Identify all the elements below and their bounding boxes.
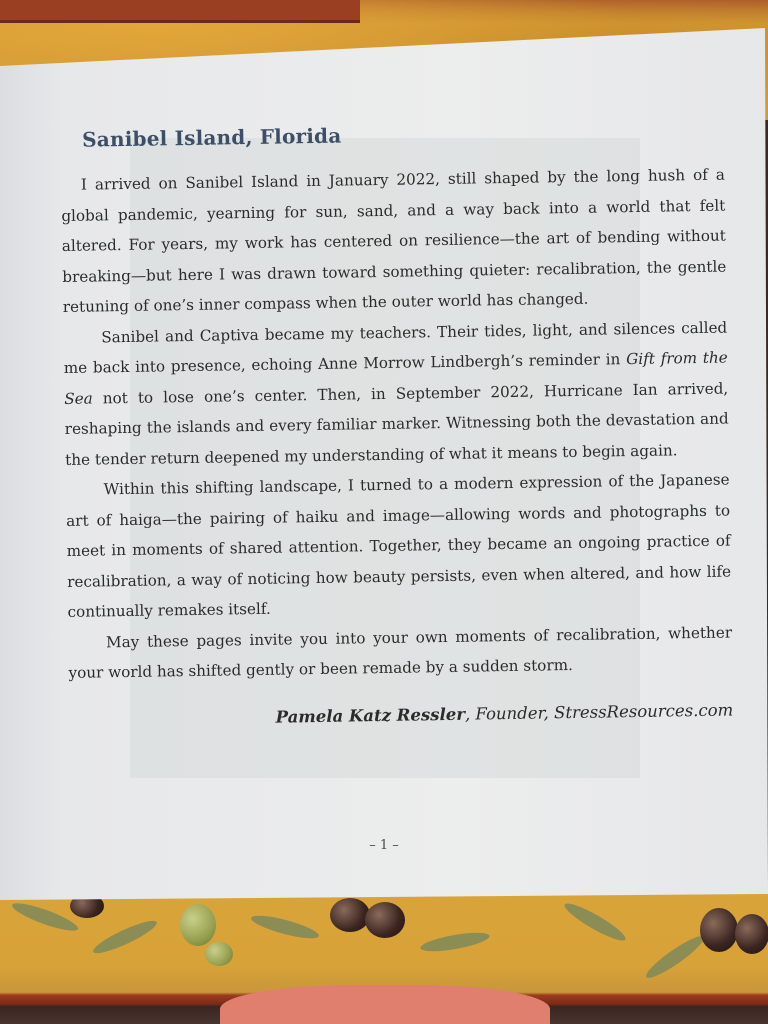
page-number: – 1 –	[369, 838, 399, 853]
paragraph-1: I arrived on Sanibel Island in January 2022, still shaped by the long hush of a global pandemic, yearning for sun, sand, and a way back into a world that felt altered. For years, my work has centered on resilience—the art of bending without breaking—but here I was drawn toward something quieter: recalibration, the gentle retuning of one’s inner compass when the outer world has changed.	[61, 165, 727, 316]
paragraph-2-text-end: not to lose one’s center. Then, in September 2022, Hurricane Ian arrived, reshaping the islands and every familiar marker. Witnessing both the devastation and the tender return deepened my understanding of what it means to begin again.	[64, 379, 729, 469]
olive-decoration	[735, 914, 768, 954]
olive-decoration	[180, 904, 216, 946]
olive-leaf-decoration	[419, 929, 490, 955]
tablecloth-border-stripe	[0, 0, 360, 23]
author-role: , Founder, StressResources.com	[464, 699, 734, 724]
olive-decoration	[365, 902, 405, 938]
paragraph-4: May these pages invite you into your own moments of recalibration, whether your world has shifted gently or been remade by a sudden storm.	[68, 623, 733, 682]
paragraph-2-text-start: Sanibel and Captiva became my teachers. Their tides, light, and silences called me back into presence, echoing Anne Morrow Lindbergh’s reminder in	[63, 318, 728, 377]
sleeve-fabric	[220, 985, 550, 1024]
paragraph-2	[63, 312, 729, 475]
olive-leaf-decoration	[642, 931, 707, 983]
olive-leaf-decoration	[561, 898, 629, 945]
paragraph-3: Within this shifting landscape, I turned to a modern expression of the Japanese art of haiga—the pairing of haiku and image—allowing words and photographs to meet in moments of shared attention. Together, they became an ongoing practice of recalibration, a way of noticing how beauty persists, even when altered, and how life continually remakes itself.	[66, 470, 732, 621]
page-content	[60, 118, 733, 730]
olive-decoration	[330, 898, 370, 932]
olive-leaf-decoration	[249, 911, 320, 943]
olive-decoration	[700, 908, 738, 952]
olive-decoration	[205, 942, 233, 966]
author-name: Pamela Katz Ressler	[275, 704, 466, 727]
page-heading: Sanibel Island, Florida	[81, 123, 342, 152]
olive-leaf-decoration	[90, 916, 159, 958]
book-title: Gift from the Sea	[64, 348, 728, 408]
